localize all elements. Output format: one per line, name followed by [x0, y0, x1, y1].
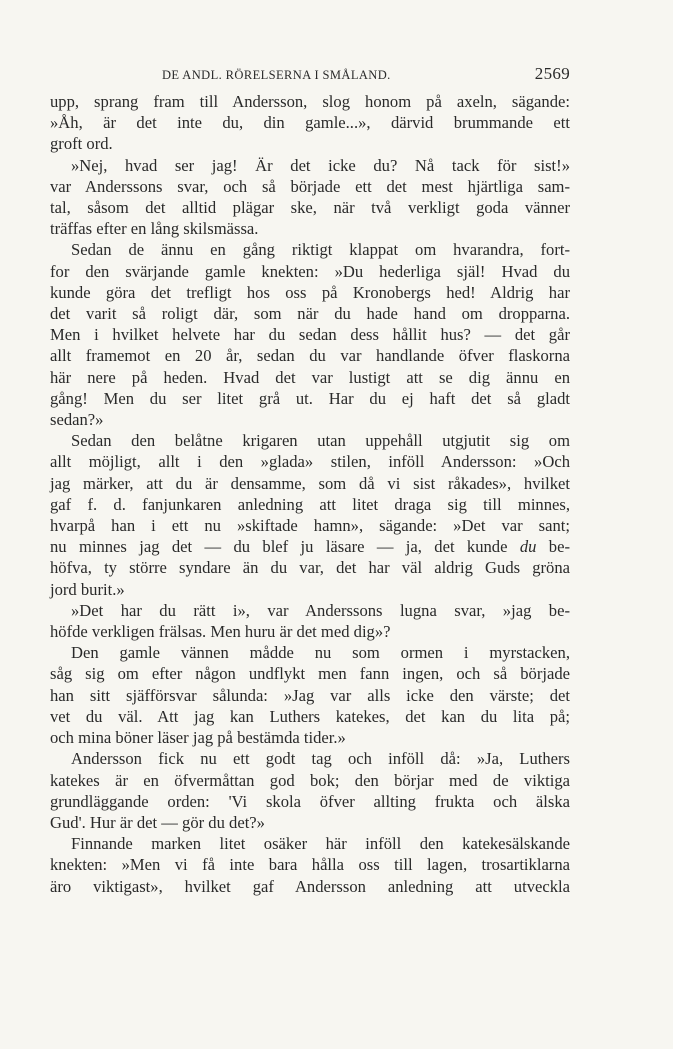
- paragraph: [50, 451, 570, 599]
- text-line-with-italic: [50, 536, 570, 557]
- paragraph: [50, 176, 570, 240]
- text-line: kunde göra det trefligt hos oss på Kronobergs hed! Aldrig har: [50, 282, 570, 302]
- text-line: knekten: »Men vi få inte bara hålla oss till lagen, trosartiklarna: [50, 855, 570, 875]
- text-line: träffas efter en lång skilsmässa.: [50, 219, 259, 239]
- text-line: jord burit.»: [50, 579, 125, 599]
- text-line: Andersson fick nu ett godt tag och inföll då: »Ja, Luthers: [71, 749, 570, 769]
- text-line: här nere på heden. Hvad det var lustigt att se dig ännu en: [50, 367, 570, 387]
- text-line: tal, såsom det alltid plägar ske, när två verkligt goda vänner: [50, 198, 570, 218]
- paragraph: [50, 642, 570, 663]
- text-line: gång! Men du ser litet grå ut. Har du ej haft det så gladt: [50, 388, 570, 408]
- text-line: höfva, ty större syndare än du var, det har väl aldrig Guds gröna: [50, 558, 570, 578]
- running-title: DE ANDL. RÖRELSERNA I SMÅLAND.: [162, 68, 391, 82]
- text-line: gaf f. d. fanjunkaren anledning att litet draga sig till minnes,: [50, 494, 570, 514]
- paragraph: [50, 748, 570, 769]
- paragraph: [50, 261, 570, 431]
- text-line: allt möjligt, allt i den »glada» stilen, inföll Andersson: »Och: [50, 452, 570, 472]
- text-line: såg sig om efter någon undflykt men fann ingen, och så började: [50, 664, 570, 684]
- paragraph: [50, 239, 570, 260]
- book-page: [50, 64, 570, 897]
- text-line: »Åh, är det inte du, din gamle...», därvid brummande ett: [50, 113, 570, 133]
- paragraph: [50, 770, 570, 834]
- text-segment: be-: [548, 537, 570, 557]
- text-line: var Anderssons svar, och så började ett det mest hjärtliga sam-: [50, 176, 570, 196]
- text-line: katekes är en öfvermåttan god bok; den börjar med de viktiga: [50, 770, 570, 790]
- text-line: for den svärjande gamle knekten: »Du hederliga själ! Hvad du: [50, 261, 570, 281]
- paragraph: [50, 430, 570, 451]
- text-line: Sedan den belåtne krigaren utan uppehåll utgjutit sig om: [71, 431, 570, 451]
- page-header: [50, 64, 570, 88]
- body-text: [50, 91, 570, 897]
- paragraph: [50, 854, 570, 896]
- text-line: Men i hvilket helvete har du sedan dess hållit hus? — det går: [50, 325, 570, 345]
- paragraph: [50, 155, 570, 176]
- italic-word: du: [519, 537, 537, 557]
- text-segment: nu minnes jag det — du blef ju läsare — ja, det kunde: [50, 537, 508, 557]
- text-line: Sedan de ännu en gång riktigt klappat om hvarandra, fort-: [71, 240, 570, 260]
- text-line: grundläggande orden: 'Vi skola öfver allting frukta och älska: [50, 791, 570, 811]
- text-line: äro viktigast», hvilket gaf Andersson anledning att utveckla: [50, 876, 570, 896]
- text-line: Gud'. Hur är det — gör du det?»: [50, 812, 265, 832]
- text-line: och mina böner läser jag på bestämda tider.»: [50, 728, 346, 748]
- text-line: han sitt sjäfförsvar sålunda: »Jag var alls icke den värste; det: [50, 685, 570, 705]
- text-line: vet du väl. Att jag kan Luthers katekes, det kan du lita på;: [50, 706, 570, 726]
- text-line: Den gamle vännen mådde nu som ormen i myrstacken,: [71, 643, 570, 663]
- text-line: allt framemot en 20 år, sedan du var handlande öfver flaskorna: [50, 346, 570, 366]
- text-line: »Det har du rätt i», var Anderssons lugna svar, »jag be-: [71, 600, 570, 620]
- text-line: upp, sprang fram till Andersson, slog honom på axeln, sägande:: [50, 92, 570, 111]
- text-line: sedan?»: [50, 410, 104, 430]
- text-line: det varit så roligt där, som när du hade hand om dropparna.: [50, 304, 570, 324]
- text-line: groft ord.: [50, 134, 113, 154]
- paragraph: [50, 600, 570, 621]
- paragraph: [50, 833, 570, 854]
- text-line: »Nej, hvad ser jag! Är det icke du? Nå tack för sist!»: [71, 155, 570, 175]
- page-number: 2569: [534, 64, 570, 83]
- text-line: höfde verkligen frälsas. Men huru är det med dig»?: [50, 622, 391, 642]
- text-line: jag märker, att du är densamme, som då vi sist råkades», hvilket: [50, 473, 570, 493]
- paragraph: [50, 621, 570, 642]
- text-line: hvarpå han i ett nu »skiftade hamn», sägande: »Det var sant;: [50, 516, 570, 536]
- paragraph: [50, 91, 570, 155]
- paragraph: [50, 663, 570, 748]
- text-line: Finnande marken litet osäker här inföll den katekesälskande: [71, 834, 570, 854]
